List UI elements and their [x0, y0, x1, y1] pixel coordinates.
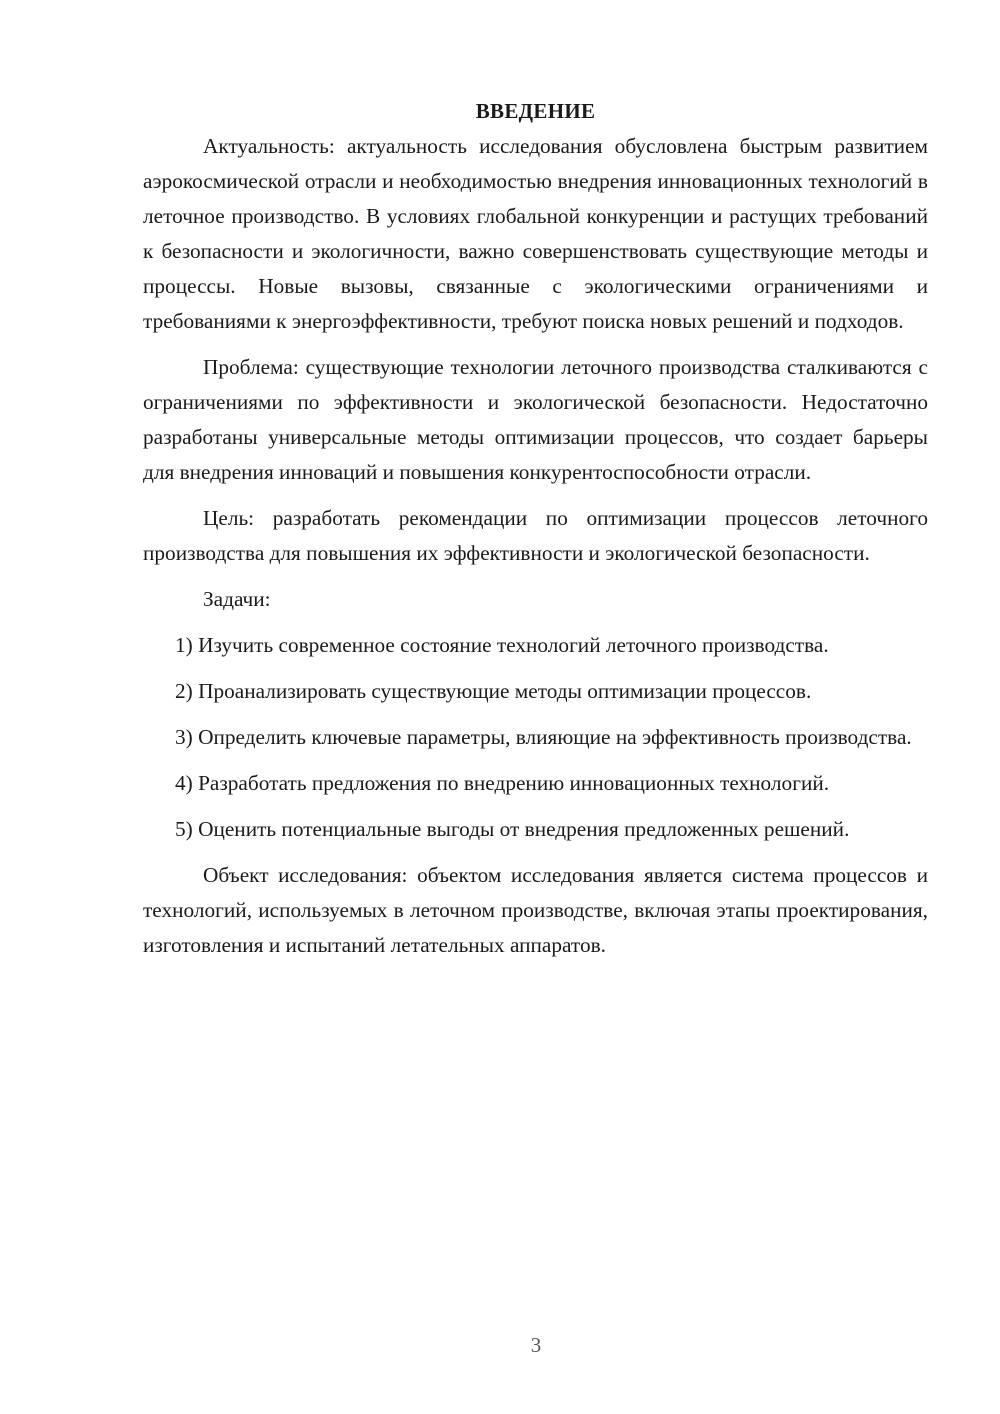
- goal-paragraph: Цель: разработать рекомендации по оптимизации процессов леточного производства для повышения их эффективности и экологической безопасности.: [143, 506, 928, 565]
- task-item-1: 1) Изучить современное состояние технологий леточного производства.: [175, 633, 829, 657]
- task-item-4: 4) Разработать предложения по внедрению инновационных технологий.: [175, 771, 830, 795]
- problem-paragraph: Проблема: существующие технологии леточного производства сталкиваются с ограничениями по эффективности и экологической безопасности. Недостаточно разработаны универсальные методы оптимизации процессов, что создает барьеры для внедрения инноваций и повышения конкурентоспособности отрасли.: [143, 355, 928, 484]
- task-item-5: 5) Оценить потенциальные выгоды от внедрения предложенных решений.: [175, 817, 850, 841]
- section-heading: ВВЕДЕНИЕ: [475, 99, 596, 123]
- object-paragraph: Объект исследования: объектом исследования является система процессов и технологий, используемых в леточном производстве, включая этапы проектирования, изготовления и испытаний летательных аппаратов.: [143, 863, 928, 957]
- tasks-label: Задачи:: [203, 587, 271, 611]
- page-number: 3: [530, 1333, 542, 1357]
- task-item-2: 2) Проанализировать существующие методы оптимизации процессов.: [175, 679, 812, 703]
- task-item-3: 3) Определить ключевые параметры, влияющие на эффективность производства.: [175, 725, 912, 749]
- document-page: [143, 96, 928, 974]
- relevance-paragraph: Актуальность: актуальность исследования обусловлена быстрым развитием аэрокосмической отрасли и необходимостью внедрения инновационных технологий в леточное производство. В условиях глобальной конкуренции и растущих требований к безопасности и экологичности, важно совершенствовать существующие методы и процессы. Новые вызовы, связанные с экологическими ограничениями и требованиями к энергоэффективности, требуют поиска новых решений и подходов.: [143, 134, 928, 333]
